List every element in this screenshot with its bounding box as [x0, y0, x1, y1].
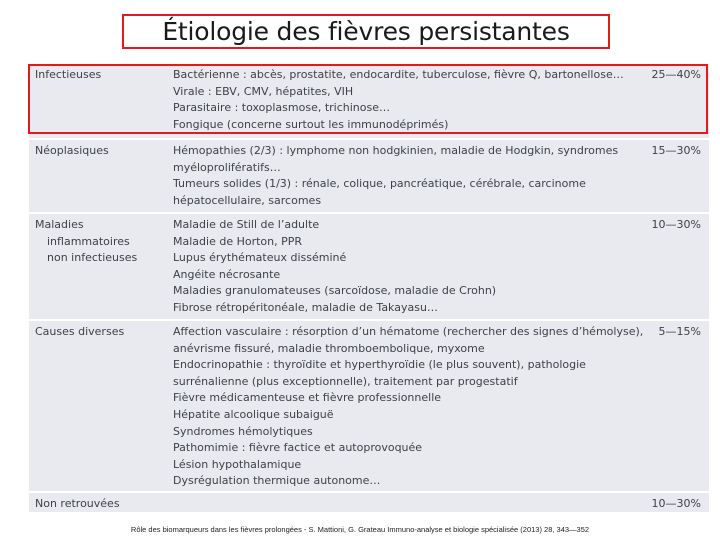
description-line: Maladie de Still de l’adulte [173, 218, 320, 231]
description-line: Maladie de Horton, PPR [173, 234, 303, 248]
description-line: Fibrose rétropéritonéale, maladie de Takayasu… [173, 300, 438, 314]
description-line: Dysrégulation thermique autonome… [173, 474, 381, 488]
category-label: Maladies [35, 218, 84, 231]
description-line: Syndromes hémolytiques [173, 424, 313, 438]
row-category [35, 496, 165, 513]
description-line: Pathomimie : fièvre factice et autoprovoquée [173, 441, 423, 455]
row-percent: 15—30% [651, 144, 701, 157]
page-title: Étiologie des fièvres persistantes [162, 17, 570, 46]
description-line: surrénalienne (plus exceptionnelle), traitement par progestatif [173, 374, 518, 388]
table-row-neoplasiques [29, 138, 709, 214]
description-line: Fièvre médicamenteuse et fièvre professionnelle [173, 391, 442, 405]
row-description [173, 143, 643, 209]
row-description [173, 217, 643, 317]
table-row-maladies-inflammatoires [29, 212, 709, 321]
row-percent: 10—30% [651, 218, 701, 231]
table-row-non-retrouvees [29, 491, 709, 514]
description-line: Bactérienne : abcès, prostatite, endocardite, tuberculose, fièvre Q, bartonellose… [173, 68, 624, 81]
description-line: anévrisme fissuré, maladie thromboembolique, myxome [173, 341, 485, 355]
row-category [35, 324, 165, 341]
category-label: Néoplasiques [35, 144, 109, 157]
row-percent: 10—30% [651, 497, 701, 510]
description-line: Hémopathies (2/3) : lymphome non hodgkinien, maladie de Hodgkin, syndromes [173, 144, 619, 157]
description-line: Lupus érythémateux disséminé [173, 251, 347, 265]
description-line: Affection vasculaire : résorption d’un hématome (rechercher des signes d’hémolyse), [173, 325, 644, 338]
source-citation: Rôle des biomarqueurs dans les fièvres prolongées - S. Mattioni, G. Grateau Immuno-analyse et biologie spécialisée (2013) 28, 343—352 [130, 525, 590, 534]
row-category [35, 217, 165, 267]
description-line: Hépatite alcoolique subaiguë [173, 407, 334, 421]
description-line: Tumeurs solides (1/3) : rénale, colique, pancréatique, cérébrale, carcinome [173, 177, 586, 191]
category-label: Infectieuses [35, 68, 102, 81]
category-label: Non retrouvées [35, 497, 120, 510]
row-category [35, 143, 165, 160]
description-line: Maladies granulomateuses (sarcoïdose, maladie de Crohn) [173, 284, 497, 298]
table-row-causes-diverses [29, 319, 709, 493]
row-percent: 5—15% [658, 325, 701, 338]
category-label: non infectieuses [47, 251, 138, 265]
description-line: Lésion hypothalamique [173, 457, 302, 471]
row-description [173, 324, 643, 490]
category-label: Causes diverses [35, 325, 125, 338]
description-line: Fongique (concerne surtout les immunodéprimés) [173, 117, 449, 131]
description-line: Endocrinopathie : thyroïdite et hyperthyroïdie (le plus souvent), pathologie [173, 358, 586, 372]
row-percent: 25—40% [651, 68, 701, 81]
category-label: inflammatoires [47, 234, 130, 248]
title-box [122, 14, 610, 49]
highlight-box [28, 64, 708, 134]
description-line: Virale : EBV, CMV, hépatites, VIH [173, 84, 354, 98]
description-line: hépatocellulaire, sarcomes [173, 193, 322, 207]
description-line: Angéite nécrosante [173, 267, 281, 281]
description-line: Parasitaire : toxoplasmose, trichinose… [173, 101, 391, 115]
description-line: myéloprolifératifs… [173, 160, 281, 174]
